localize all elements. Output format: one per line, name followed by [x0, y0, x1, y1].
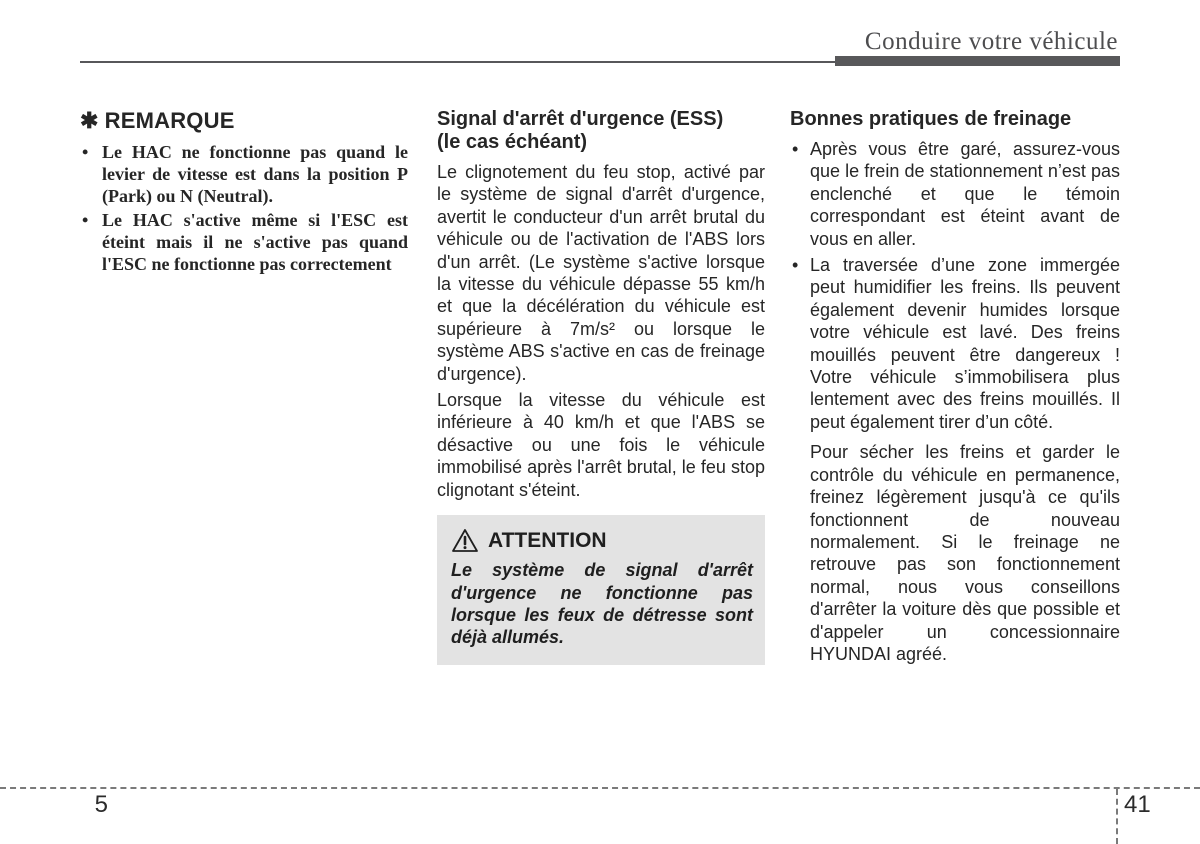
- page-title: Conduire votre véhicule: [864, 28, 1118, 55]
- attention-box: [437, 515, 765, 665]
- bullet-icon: •: [82, 210, 89, 231]
- braking-bullet-list: [790, 138, 1120, 433]
- asterisk-icon: ✱: [80, 108, 99, 133]
- bullet-icon: •: [792, 255, 799, 276]
- remark-bullet-list: [80, 142, 408, 276]
- ess-column: [437, 108, 765, 665]
- bullet-icon: •: [792, 139, 799, 159]
- header-rule-thick: [835, 56, 1120, 66]
- footer-chapter-number: 5: [94, 791, 108, 818]
- footer-page-number: 41: [1124, 791, 1151, 818]
- warning-triangle-icon: [451, 528, 479, 553]
- remark-bullet-text: Le HAC ne fonctionne pas quand le levier de vitesse est dans la position P (Park) ou N (Neutral).: [102, 142, 408, 206]
- bullet-icon: •: [82, 142, 89, 162]
- ess-heading-line1: Signal d'arrêt d'urgence (ESS): [437, 108, 724, 130]
- list-item: [80, 142, 408, 207]
- attention-heading-label: ATTENTION: [488, 528, 607, 552]
- list-item: [790, 254, 1120, 433]
- braking-bullet-text: Après vous être garé, assurez-vous que le frein de stationnement n’est pas enclenché et que le témoin correspondant est éteint avant de vous en aller.: [810, 139, 1120, 249]
- braking-bullet-text: La traversée d’une zone immergée peut humidifier les freins. Ils peuvent également devenir humides lorsque votre véhicule est lavé. Des freins mouillés peuvent être dangereux ! Votre véhicule s’immobilisera plus lentement avec des freins mouillés. Il peut également tirer d’un côté.: [810, 255, 1120, 432]
- attention-heading: [451, 528, 753, 553]
- remark-bullet-text: Le HAC s'active même si l'ESC est éteint mais il ne s'active pas quand l'ESC ne fonctionne pas correctement: [102, 210, 408, 274]
- braking-heading: Bonnes pratiques de freinage: [790, 108, 1072, 130]
- attention-text: Le système de signal d'arrêt d'urgence ne fonctionne pas lorsque les feux de détresse sont déjà allumés.: [451, 560, 753, 648]
- remark-heading: [80, 108, 408, 134]
- ess-paragraph: Le clignotement du feu stop, activé par le système de signal d'arrêt d'urgence, avertit le conducteur d'un arrêt brutal du véhicule ou de l'activation de l'ABS lors d'un arrêt. (Le système s'active lorsque la vitesse du véhicule dépasse 55 km/h et que la décélération du véhicule est supérieure à 7m/s² ou lorsque le système ABS s'active en cas de freinage d'urgence).: [437, 162, 765, 384]
- remark-heading-label: REMARQUE: [104, 108, 235, 133]
- ess-heading: [437, 108, 765, 154]
- footer-dashed-rule: [0, 787, 1200, 789]
- list-item: [80, 210, 408, 275]
- braking-paragraph: Pour sécher les freins et garder le contrôle du véhicule en permanence, freinez légèrement jusqu'à ce qu'ils fonctionnent de nouveau normalement. Si le freinage ne retrouve pas son fonctionnement normal, nous vous conseillons d'arrêter la voiture dès que possible et d'appeler un concessionnaire HYUNDAI agréé.: [810, 442, 1120, 664]
- ess-heading-line2: (le cas échéant): [437, 131, 588, 153]
- header-rule-thin: [80, 61, 835, 63]
- footer-dashed-divider: [1116, 789, 1118, 844]
- remark-column: [80, 108, 408, 279]
- ess-paragraph: Lorsque la vitesse du véhicule est inférieure à 40 km/h et que l'ABS se désactive ou une fois le véhicule immobilisé après l'arrêt brutal, le feu stop clignotant s'éteint.: [437, 390, 765, 500]
- list-item: [790, 138, 1120, 250]
- braking-column: [790, 108, 1120, 665]
